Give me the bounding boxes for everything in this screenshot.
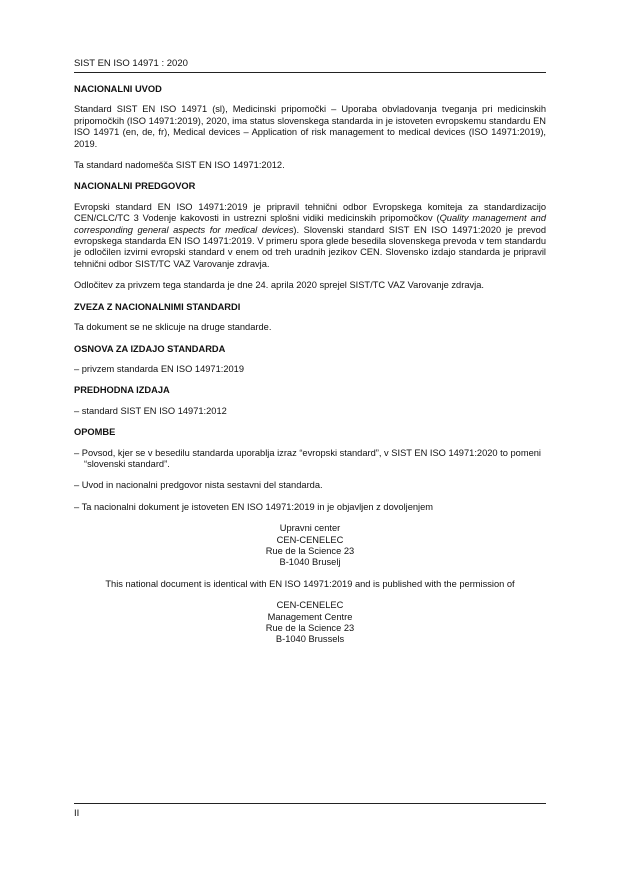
heading-nacionalni-predgovor: NACIONALNI PREDGOVOR [74, 181, 196, 192]
opombe-item: – Uvod in nacionalni predgovor nista sestavni del standarda. [74, 480, 323, 491]
uvod-paragraph-2: Ta standard nadomešča SIST EN ISO 14971:2012. [74, 160, 285, 171]
english-statement: This national document is identical with EN ISO 14971:2019 and is published with the permission of [105, 578, 515, 589]
opombe-item: – Povsod, kjer se v besedilu standarda uporablja izraz “evropski standard”, v SIST EN ISO 14971:2020 to pomeni “slovenski standard”. [74, 447, 541, 469]
header-divider [74, 72, 546, 73]
heading-osnova: OSNOVA ZA IZDAJO STANDARDA [74, 343, 226, 354]
address-line: CEN-CENELEC [276, 600, 344, 611]
address-line: Rue de la Science 23 [265, 545, 355, 556]
predgovor-italic-title: Quality management and corresponding general aspects for medical devices [74, 213, 546, 235]
heading-opombe: OPOMBE [74, 427, 116, 438]
address-line: B-1040 Bruselj [279, 557, 341, 568]
address-line: CEN-CENELEC [276, 534, 344, 545]
predgovor-text-a: Evropski standard EN ISO 14971:2019 je pripravil tehnični odbor Evropskega komiteja za standardizacijo CEN/CLC/TC 3 Vodenje kakovosti in ustrezni splošni vidiki medicinskih pripomočkov ( [74, 201, 546, 224]
heading-predhodna: PREDHODNA IZDAJA [74, 385, 170, 396]
footer-divider [74, 803, 546, 804]
predhodna-paragraph: – standard SIST EN ISO 14971:2012 [74, 405, 227, 416]
address-line: B-1040 Brussels [275, 634, 345, 645]
heading-nacionalni-uvod: NACIONALNI UVOD [74, 84, 162, 94]
osnova-paragraph: – privzem standarda EN ISO 14971:2019 [74, 363, 245, 374]
page-number: II [74, 808, 80, 819]
predgovor-text-b: ). Slovenski standard SIST EN ISO 14971:2020 je prevod evropskega standarda EN ISO 14971:2019. V primeru spora glede besedila slovenskega prevoda v tem standardu je odločilen izvirni evropski standard v enem od treh uradnih jezikov CEN. Slovensko izdajo standarda je pripravil tehnični odbor SIST/TC VAZ Varovanje zdravja. [74, 224, 546, 269]
address-block-en [74, 600, 546, 646]
opombe-item: – Ta nacionalni dokument je istoveten EN ISO 14971:2019 in je objavljen z dovoljenjem [74, 501, 434, 512]
address-block-sl [74, 523, 546, 569]
page-content [74, 84, 546, 656]
address-line: Upravni center [279, 523, 341, 534]
uvod-paragraph-1: Standard SIST EN ISO 14971 (sl), Medicinski pripomočki – Uporaba obvladovanja tveganja pri medicinskih pripomočkih (ISO 14971:2019), 2020, ima status slovenskega standarda in je istoveten evropskemu standardu EN ISO 14971 (en, de, fr), Medical devices – Application of risk management to medical devices (ISO 14971:2019), 2019. [74, 104, 546, 149]
document-id-header: SIST EN ISO 14971 : 2020 [74, 58, 188, 69]
heading-zveza: ZVEZA Z NACIONALNIMI STANDARDI [74, 301, 241, 312]
address-line: Management Centre [267, 611, 353, 622]
address-line: Rue de la Science 23 [265, 623, 355, 633]
predgovor-paragraph-2: Odločitev za privzem tega standarda je dne 24. aprila 2020 sprejel SIST/TC VAZ Varovanje zdravja. [74, 280, 484, 291]
zveza-paragraph: Ta dokument se ne sklicuje na druge standarde. [74, 322, 272, 333]
predgovor-paragraph-1 [74, 202, 546, 270]
